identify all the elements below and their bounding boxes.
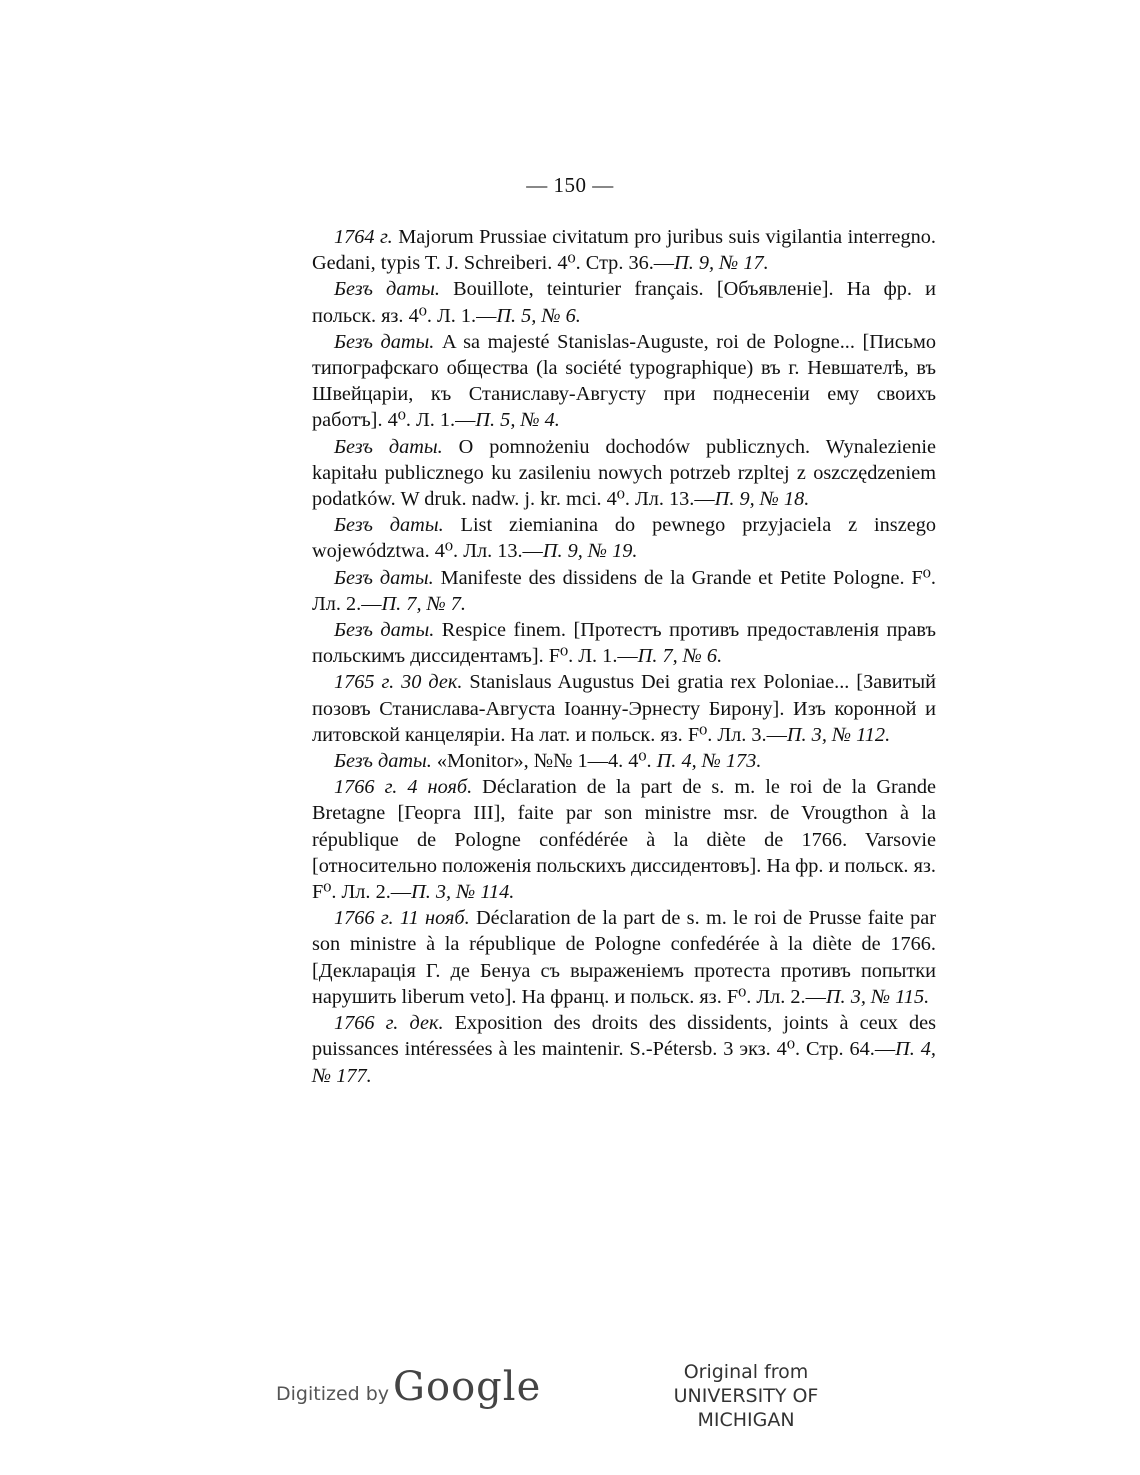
entry-body: A sa majesté Stanislas-Auguste, roi de Pologne... [Письмо типографскаго общества (la société typographique) въ г. Невшателѣ, въ Швейцаріи, къ Станиславу-Августу при поднесеніи ему своихъ работъ]. 4⁰. Л. 1.— bbox=[312, 330, 936, 432]
entry-reference: П. 3, № 115. bbox=[825, 985, 930, 1008]
digitized-by-mark bbox=[276, 1364, 541, 1410]
bibliography-entry bbox=[312, 748, 936, 774]
entry-date: Безъ даты. bbox=[334, 330, 435, 353]
entry-date: 1766 г. дек. bbox=[334, 1012, 444, 1035]
entry-reference: П. 9, № 19. bbox=[542, 540, 638, 563]
entry-body: O pomnożeniu dochodów publicznych. Wynalezienie kapitału publicznego ku zasileniu nowych potrzeb rzpltej z oszczędzeniem podatków. W druk. nadw. j. kr. mci. 4⁰. Лл. 13.— bbox=[312, 435, 936, 511]
entry-date: Безъ даты. bbox=[334, 514, 444, 537]
bibliography-text bbox=[312, 224, 936, 1089]
entry-date: 1765 г. 30 дек. bbox=[334, 671, 463, 694]
entry-reference: П. 5, № 6. bbox=[496, 304, 581, 327]
entry-reference: П. 4, № 173. bbox=[656, 750, 762, 773]
bibliography-entry bbox=[312, 774, 936, 905]
digitization-footer bbox=[0, 1358, 1140, 1431]
entry-date: Безъ даты. bbox=[334, 435, 443, 458]
entry-date: Безъ даты. bbox=[334, 750, 432, 773]
entry-reference: П. 7, № 6. bbox=[637, 645, 723, 668]
entry-reference: П. 4, № 177. bbox=[312, 1038, 936, 1087]
bibliography-entry bbox=[312, 669, 936, 748]
entry-body: List ziemianina do pewnego przyjaciela z inszego województwa. 4⁰. Лл. 13.— bbox=[312, 514, 936, 563]
entry-reference: П. 3, № 114. bbox=[411, 881, 515, 904]
entry-body: Exposition des droits des dissidents, joints à ceux des puissances intéressées à les maintenir. S.-Pétersb. 3 экз. 4⁰. Стр. 64.— bbox=[312, 1012, 936, 1061]
entry-body: Majorum Prussiae civitatum pro juribus suis vigilantia interregno. Gedani, typis T. J. Schreiberi. 4⁰. Стр. 36.— bbox=[312, 226, 936, 275]
entry-reference: П. 3, № 112. bbox=[786, 723, 891, 746]
original-source-mark bbox=[630, 1360, 862, 1432]
page-number: — 150 — bbox=[526, 173, 614, 197]
entry-date: Безъ даты. bbox=[334, 619, 435, 642]
entry-body: Respice finem. [Протестъ противъ предоставленія правъ польскимъ диссидентамъ]. F⁰. Л. 1.— bbox=[312, 619, 936, 668]
entry-date: 1764 г. bbox=[334, 226, 393, 248]
university-name: UNIVERSITY OF MICHIGAN bbox=[673, 1385, 819, 1431]
original-from-label: Original from bbox=[683, 1361, 809, 1383]
entry-reference: П. 9, № 17. bbox=[674, 252, 769, 275]
entry-body: Déclaration de la part de s. m. le roi de Prusse faite par son ministre à la république de Pologne confedérée à la diète de 1766. [Декларація Г. де Бенуа съ выраженіемъ протеста противъ попытки нарушить liberum veto]. На франц. и польск. яз. F⁰. Лл. 2.— bbox=[312, 907, 936, 1008]
entry-date: 1766 г. 4 нояб. bbox=[334, 776, 473, 799]
entry-body: Bouillote, teinturier français. [Объявленіе]. На фр. и польск. яз. 4⁰. Л. 1.— bbox=[312, 278, 937, 327]
bibliography-entry bbox=[312, 565, 936, 617]
entry-date: 1766 г. 11 нояб. bbox=[334, 907, 470, 930]
digitized-label: Digitized by bbox=[276, 1383, 390, 1405]
bibliography-entry bbox=[312, 329, 936, 434]
bibliography-entry bbox=[312, 224, 936, 276]
bibliography-entry bbox=[312, 1010, 936, 1089]
bibliography-entry bbox=[312, 617, 936, 669]
entry-reference: П. 9, № 18. bbox=[714, 488, 810, 511]
bibliography-entry bbox=[312, 512, 936, 564]
bibliography-entry bbox=[312, 276, 936, 328]
entry-body: Déclaration de la part de s. m. le roi de la Grande Bretagne [Георга III], faite par son ministre msr. de Vrougthon à la république de Pologne confédérée à la diète de 1766. Varsovie [относительно положенія польскихъ диссидентовъ]. На фр. и польск. яз. F⁰. Лл. 2.— bbox=[312, 776, 937, 904]
entry-reference: П. 5, № 4. bbox=[475, 409, 560, 432]
entry-body: Manifeste des dissidens de la Grande et Petite Pologne. F⁰. Лл. 2.— bbox=[312, 566, 936, 615]
google-logo: Google bbox=[393, 1364, 542, 1410]
bibliography-entry bbox=[312, 905, 936, 1010]
bibliography-entry bbox=[312, 434, 936, 513]
entry-body: Stanislaus Augustus Dei gratia rex Poloniae... [Завитый позовъ Станислава-Августа Іоанну-Эрнесту Бирону]. Изъ коронной и литовской канцеляріи. На лат. и польск. яз. F⁰. Лл. 3.— bbox=[312, 671, 937, 746]
entry-date: Безъ даты. bbox=[334, 566, 434, 589]
entry-body: «Monitor», №№ 1—4. 4⁰. bbox=[431, 750, 657, 773]
entry-date: Безъ даты. bbox=[334, 278, 440, 301]
entry-reference: П. 7, № 7. bbox=[381, 592, 466, 615]
